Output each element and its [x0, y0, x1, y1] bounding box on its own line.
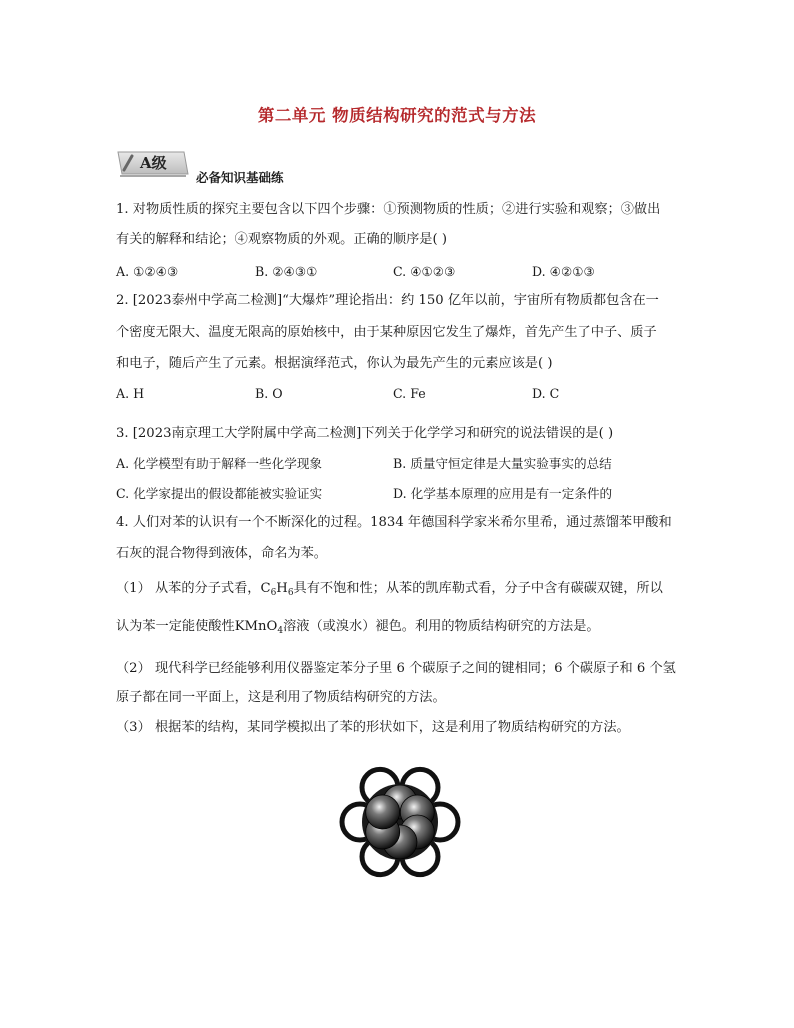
q2-stem-line-3: 和电子，随后产生了元素。根据演绎范式，你认为最先产生的元素应该是( ) — [116, 356, 553, 371]
q4-part1-line-1 — [116, 580, 663, 598]
q3-option-c[interactable]: C. 化学家提出的假设都能被实验证实 — [116, 486, 323, 501]
q3-option-b[interactable]: B. 质量守恒定律是大量实验事实的总结 — [393, 456, 612, 471]
q2-stem-line-1: 2. [2023泰州中学高二检测]“大爆炸”理论指出：约 150 亿年以前，宇宙所有物质都包含在一 — [116, 293, 659, 308]
q3-stem: 3. [2023南京理工大学附属中学高二检测]下列关于化学学习和研究的说法错误的是( ) — [116, 426, 614, 441]
q4-part3: （3） 根据苯的结构，某同学模拟出了苯的形状如下，这是利用了物质结构研究的方法。 — [116, 720, 630, 735]
q2-option-b[interactable]: B. O — [255, 386, 283, 401]
q2-option-a[interactable]: A. H — [116, 386, 145, 401]
q4-part2-line-2: 原子都在同一平面上，这是利用了物质结构研究的方法。 — [116, 690, 446, 705]
benzene-model-image — [338, 760, 462, 884]
q1-option-b[interactable]: B. ②④③① — [255, 264, 318, 279]
kmno4-formula: KMnO$_4$ — [234, 619, 284, 636]
page-title: 第二单元 物质结构研究的范式与方法 — [257, 106, 537, 125]
carbon-atom — [366, 795, 400, 829]
q2-option-d[interactable]: D. C — [532, 386, 560, 401]
q4-part1-text-b: 具有不饱和性；从苯的凯库勒式看，分子中含有碳碳双键，所以 — [293, 581, 663, 596]
q1-option-d[interactable]: D. ④②①③ — [532, 264, 595, 279]
q1-stem-line-2: 有关的解释和结论；④观察物质的外观。正确的顺序是( ) — [116, 232, 447, 247]
q4-part1-text-c: 认为苯一定能使酸性 — [116, 619, 235, 634]
q4-part1-text-d: 溶液（或溴水）褪色。利用的物质结构研究的方法是。 — [283, 619, 600, 634]
q3-option-d[interactable]: D. 化学基本原理的应用是有一定条件的 — [393, 486, 613, 501]
q4-part2-line-1: （2） 现代科学已经能够利用仪器鉴定苯分子里 6 个碳原子之间的键相同；6 个碳原子和 6 个氢 — [116, 661, 676, 676]
q4-stem-line-1: 4. 人们对苯的认识有一个不断深化的过程。1834 年德国科学家米希尔里希，通过蒸馏苯甲酸和 — [116, 515, 672, 530]
q4-part1-line-2 — [116, 618, 600, 636]
q4-stem-line-2: 石灰的混合物得到液体，命名为苯。 — [116, 546, 327, 561]
level-badge — [116, 148, 190, 178]
q1-option-c[interactable]: C. ④①②③ — [393, 264, 456, 279]
level-badge-text: A级 — [140, 154, 167, 172]
q3-option-a[interactable]: A. 化学模型有助于解释一些化学现象 — [116, 456, 323, 471]
benzene-formula: $C_6H_6$ — [260, 581, 294, 598]
q2-option-c[interactable]: C. Fe — [393, 386, 426, 401]
q2-stem-line-2: 个密度无限大、温度无限高的原始核中，由于某种原因它发生了爆炸，首先产生了中子、质子 — [116, 325, 657, 340]
q1-stem-line-1: 1. 对物质性质的探究主要包含以下四个步骤：①预测物质的性质；②进行实验和观察；③做出 — [116, 202, 661, 217]
carbon-atoms — [362, 784, 438, 860]
q1-option-a[interactable]: A. ①②④③ — [116, 264, 179, 279]
q4-part1-text-a: （1） 从苯的分子式看， — [116, 581, 261, 596]
section-label: 必备知识基础练 — [196, 170, 284, 185]
